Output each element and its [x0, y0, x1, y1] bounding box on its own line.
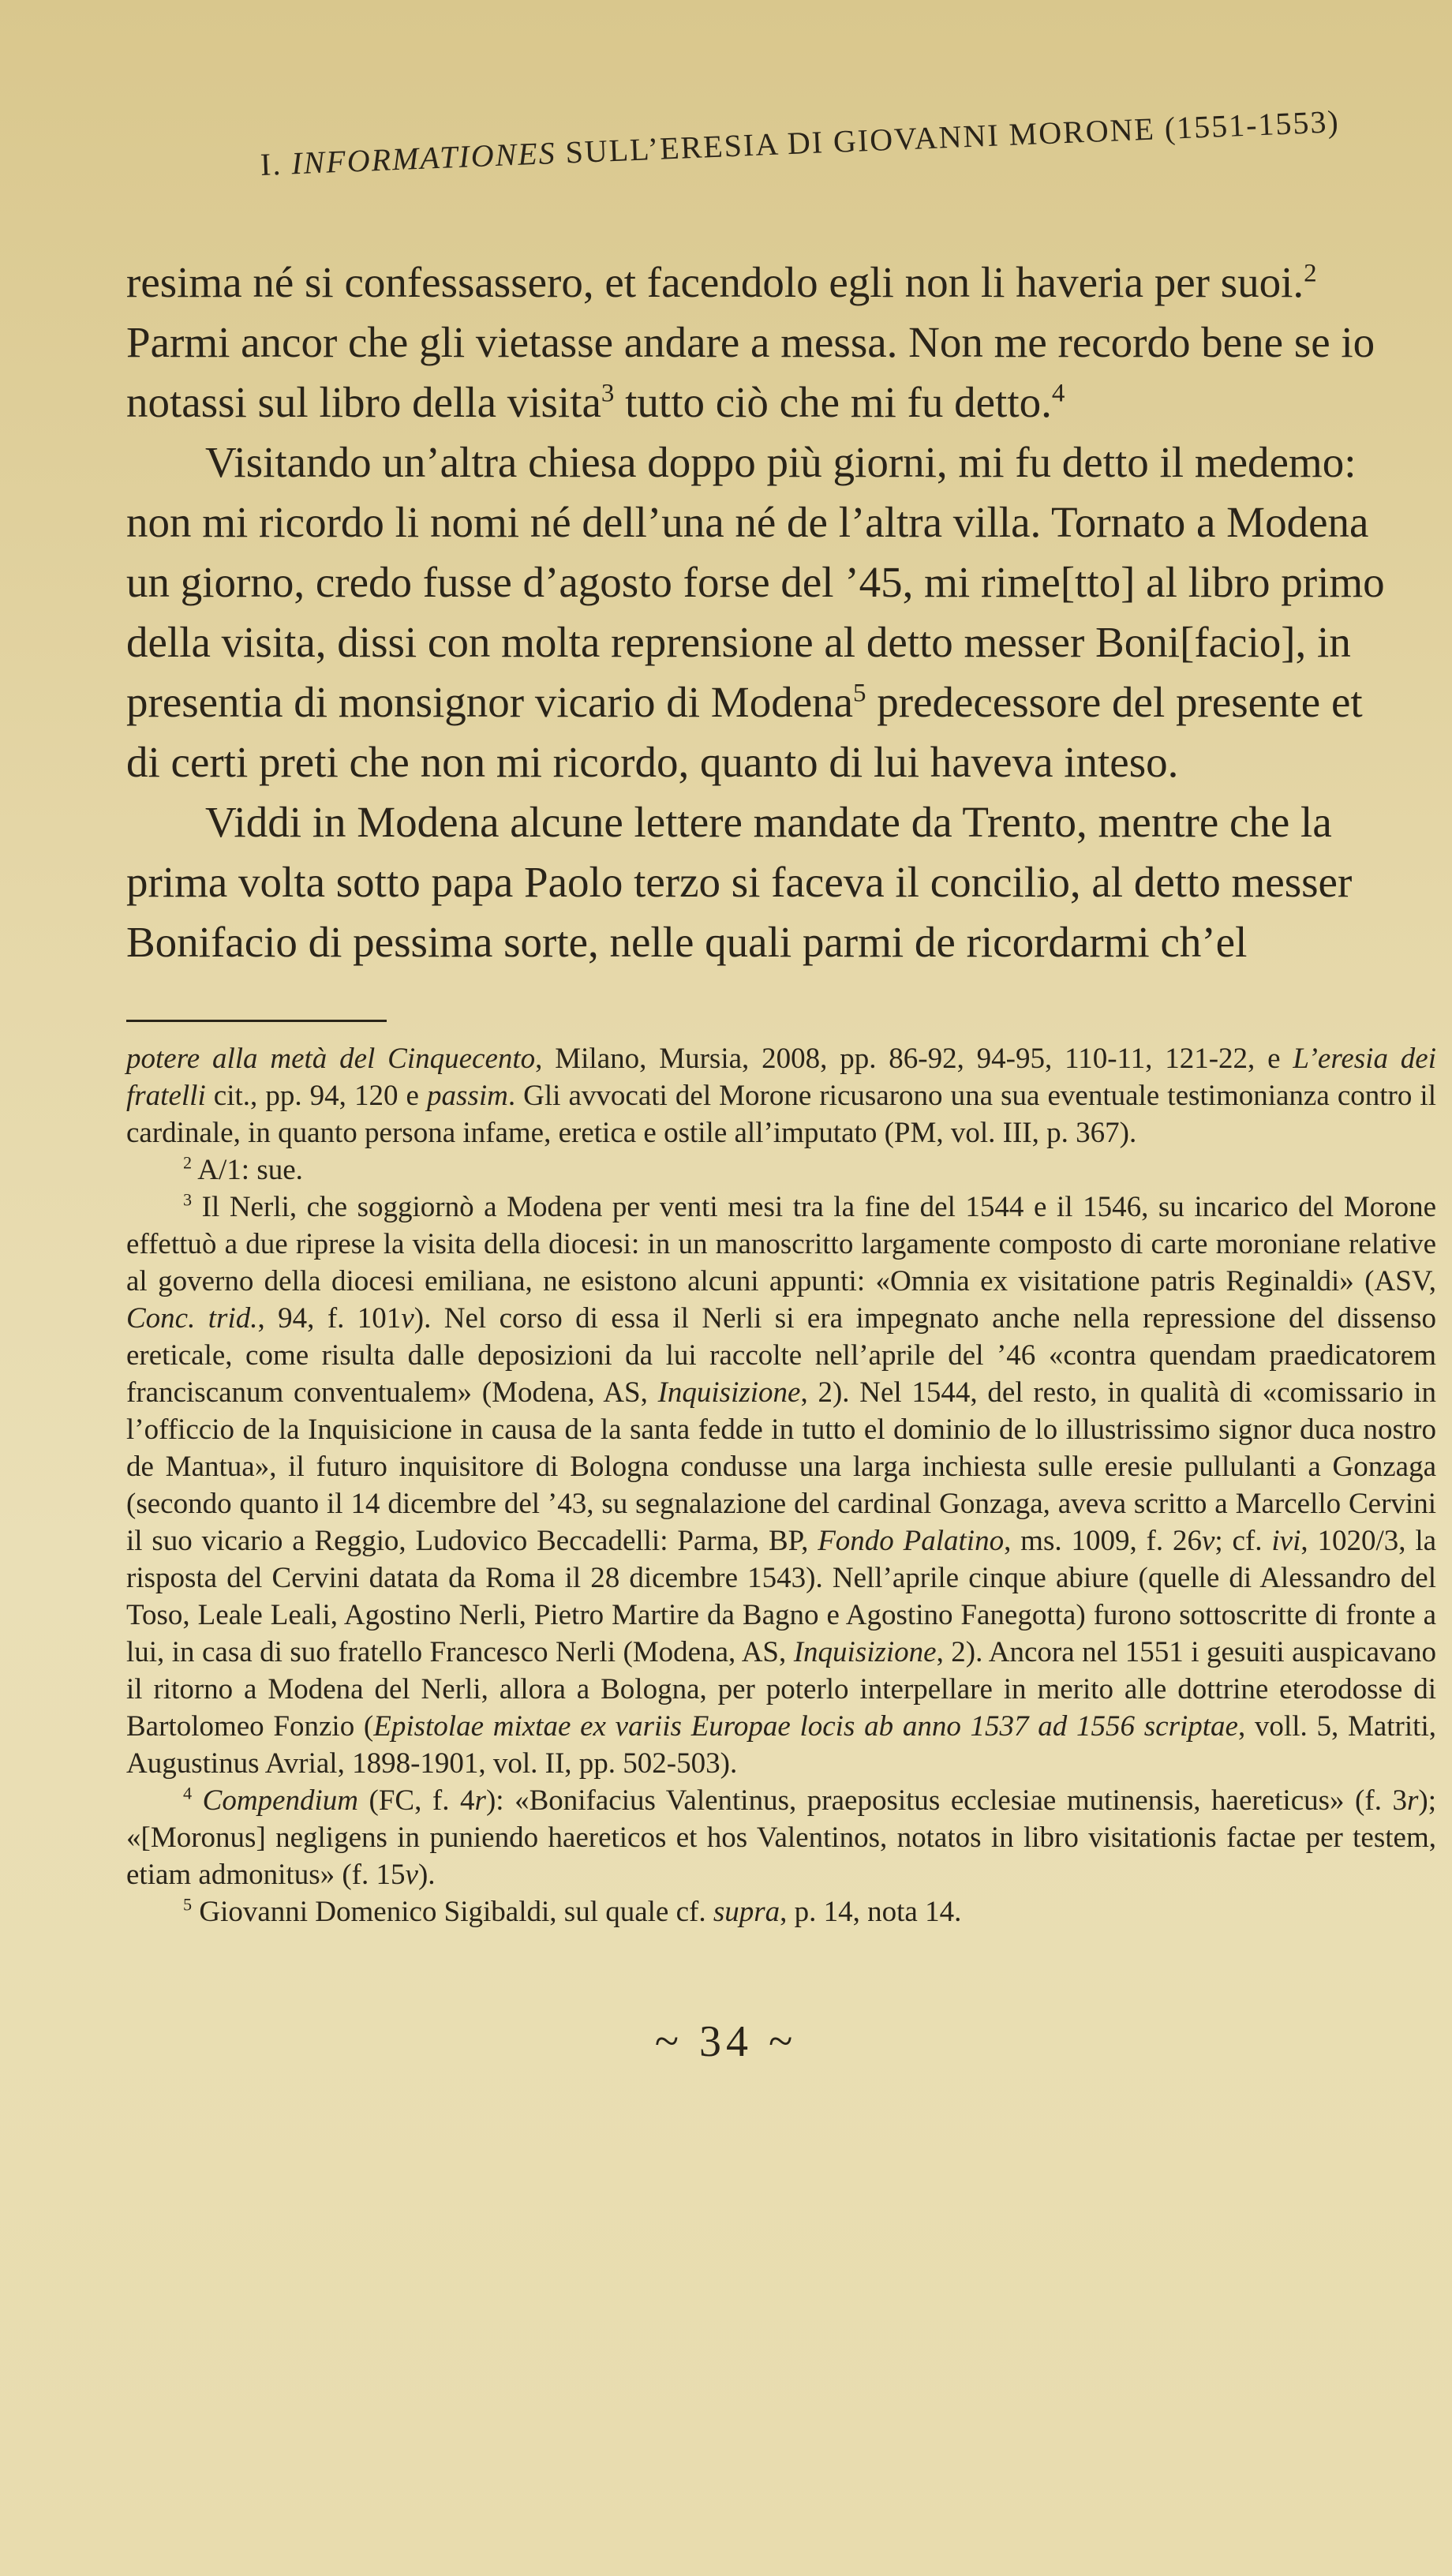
italic-run: v [401, 1302, 414, 1335]
italic-run: Epistolae mixtae ex variis Europae locis ab anno 1537 ad 1556 scriptae [373, 1710, 1238, 1743]
footnote-continuation [126, 1040, 1436, 1151]
footnote-separator [126, 1020, 387, 1022]
footnote-ref: 3 [601, 379, 615, 408]
footnote-ref: 4 [1051, 379, 1065, 408]
text-run: cit., pp. 94, 120 e [205, 1080, 428, 1112]
page-number: ~ 34 ~ [654, 2017, 798, 2066]
text-run: . Gli avvocati del Morone ricusarono una sua eventuale testimonianza contro il cardinale, in quanto persona infame, eretica e ostile all’imputato (PM, vol. III, p. 367). [126, 1080, 1436, 1149]
footnote-ref: 5 [853, 679, 866, 708]
footnote-ref: 2 [1304, 259, 1317, 288]
italic-run: ivi [1271, 1525, 1301, 1557]
text-run: ). Nel corso di essa il Nerli si era impegnato anche nella repressione del dissenso ereticale, come risulta dalle deposizioni da lui raccolte nell’aprile del ’46 «contra quendam praedicatorem franciscanum conventualem» (Modena, AS, [126, 1302, 1437, 1409]
italic-run: potere alla metà del Cinquecento [126, 1043, 536, 1075]
italic-run: Compendium [202, 1784, 358, 1817]
text-run: , 94, f. 101 [257, 1302, 402, 1335]
text-run: (FC, f. 4 [357, 1784, 475, 1817]
footnotes [126, 1040, 1436, 1930]
text-run: , 2). Nel 1544, del resto, in qualità di «comissario in l’officcio de la Inquisicione in causa de la santa fedde in tutto el dominio de lo illustrissimo signor duca nostro de Mantua», il futuro inquisitore di Bologna condusse una larga inchiesta sulle eresie pullulanti a Gonzaga (secondo quanto il 14 dicembre del ’43, su segnalazione del cardinal Gonzaga, aveva scritto a Marcello Cervini il suo vicario a Reggio, Ludovico Beccadelli: Parma, BP, [126, 1376, 1436, 1557]
text-run: , ms. 1009, f. 26 [1004, 1525, 1202, 1557]
italic-run: v [1201, 1525, 1215, 1557]
text-run: predecessore del presente et di certi preti che non mi ricordo, quanto di lui haveva inteso. [126, 678, 1363, 786]
text-run: Visitando un’altra chiesa doppo più giorni, mi fu detto il medemo: non mi ricordo li nomi né dell’una né de l’altra villa. Tornato a Modena un giorno, credo fusse d’agosto forse del ’45, mi rime[tto] al libro primo della visita, dissi con molta reprensione al detto messer Boni[facio], in presentia di monsignor vicario di Modena [126, 438, 1385, 726]
text-run: Giovanni Domenico Sigibaldi, sul quale cf. [192, 1896, 713, 1928]
footnote-number: 5 [183, 1894, 193, 1915]
text-run: , 2). Ancora nel 1551 i gesuiti auspicavano il ritorno a Modena del Nerli, allora a Bologna, per poterlo interpellare in merito alle dottrine eterodosse di Bartolomeo Fonzio ( [126, 1636, 1436, 1743]
text-run: , 1020/3, la risposta del Cervini datata da Roma il 28 dicembre 1543). Nell’aprile cinque abiure (quelle di Alessandro del Toso, Leale Leali, Agostino Nerli, Pietro Martire da Bagno e Agostino Fanegotta) furono sottoscritte di fronte a lui, in casa di suo fratello Francesco Nerli (Modena, AS, [126, 1525, 1437, 1668]
main-text [126, 253, 1405, 972]
italic-run: Fondo Palatino [818, 1525, 1005, 1557]
footnote-5 [126, 1893, 1436, 1930]
running-head-italic: INFORMATIONES [290, 134, 557, 182]
paragraph-1 [126, 253, 1405, 432]
text-run: Il Nerli, che soggiornò a Modena per venti mesi tra la fine del 1544 e il 1546, su incarico del Morone effettuò a due riprese la visita della diocesi: in un manoscritto largamente composto di carte moroniane relative al governo della diocesi emiliana, ne esistono alcuni appunti: «Omnia ex visitatione patris Reginaldi» (ASV, [126, 1191, 1436, 1297]
italic-run: r [474, 1784, 486, 1817]
footnote-number: 2 [183, 1152, 193, 1173]
italic-run: Inquisizione [657, 1376, 801, 1409]
text-run: ); «[Moronus] negligens in puniendo haereticos et hos Valentinos, notatos in libro visitationis factae per testem, etiam admonitus» (f. 15 [126, 1784, 1437, 1891]
text-run: Parmi ancor che gli vietasse andare a messa. Non me recordo bene se io notassi sul libro della visita [126, 318, 1375, 426]
text-run: A/1: sue. [192, 1154, 303, 1186]
italic-run: r [1407, 1784, 1419, 1817]
footnote-number: 4 [183, 1783, 193, 1803]
text-run: resima né si confessassero, et facendolo egli non li haveria per suoi. [126, 258, 1304, 306]
footnote-3 [126, 1189, 1436, 1782]
text-run: , p. 14, nota 14. [780, 1896, 962, 1928]
footnote-2 [126, 1151, 1436, 1189]
footnote-number: 3 [183, 1189, 193, 1210]
running-head-rest: SULL’ERESIA DI GIOVANNI MORONE (1551-1553) [555, 103, 1341, 170]
italic-run: supra [713, 1896, 780, 1928]
running-head-prefix: I. [260, 145, 293, 182]
italic-run: L’eresia dei fratelli [126, 1043, 1436, 1112]
text-run: , Milano, Mursia, 2008, pp. 86-92, 94-95, 110-11, 121-22, e [535, 1043, 1293, 1075]
paragraph-2 [126, 432, 1405, 792]
text-run: ). [417, 1859, 436, 1891]
running-head [260, 103, 1349, 183]
text-run: tutto ciò che mi fu detto. [614, 378, 1052, 426]
italic-run: Inquisizione [793, 1636, 937, 1668]
text-run: ): «Bonifacius Valentinus, praepositus ecclesiae mutinensis, haereticus» (f. 3 [485, 1784, 1408, 1817]
text-run: , voll. 5, Matriti, Augustinus Avrial, 1898-1901, vol. II, pp. 502-503). [126, 1710, 1436, 1780]
italic-run: v [405, 1859, 418, 1891]
italic-run: Conc. trid. [126, 1302, 258, 1335]
footnote-4 [126, 1782, 1436, 1893]
text-run: ; cf. [1214, 1525, 1272, 1557]
italic-run: passim [427, 1080, 508, 1112]
paragraph-3: Viddi in Modena alcune lettere mandate da Trento, mentre che la prima volta sotto papa Paolo terzo si faceva il concilio, al detto messer Bonifacio di pessima sorte, nelle quali parmi de ricordarmi ch’el [126, 798, 1353, 966]
